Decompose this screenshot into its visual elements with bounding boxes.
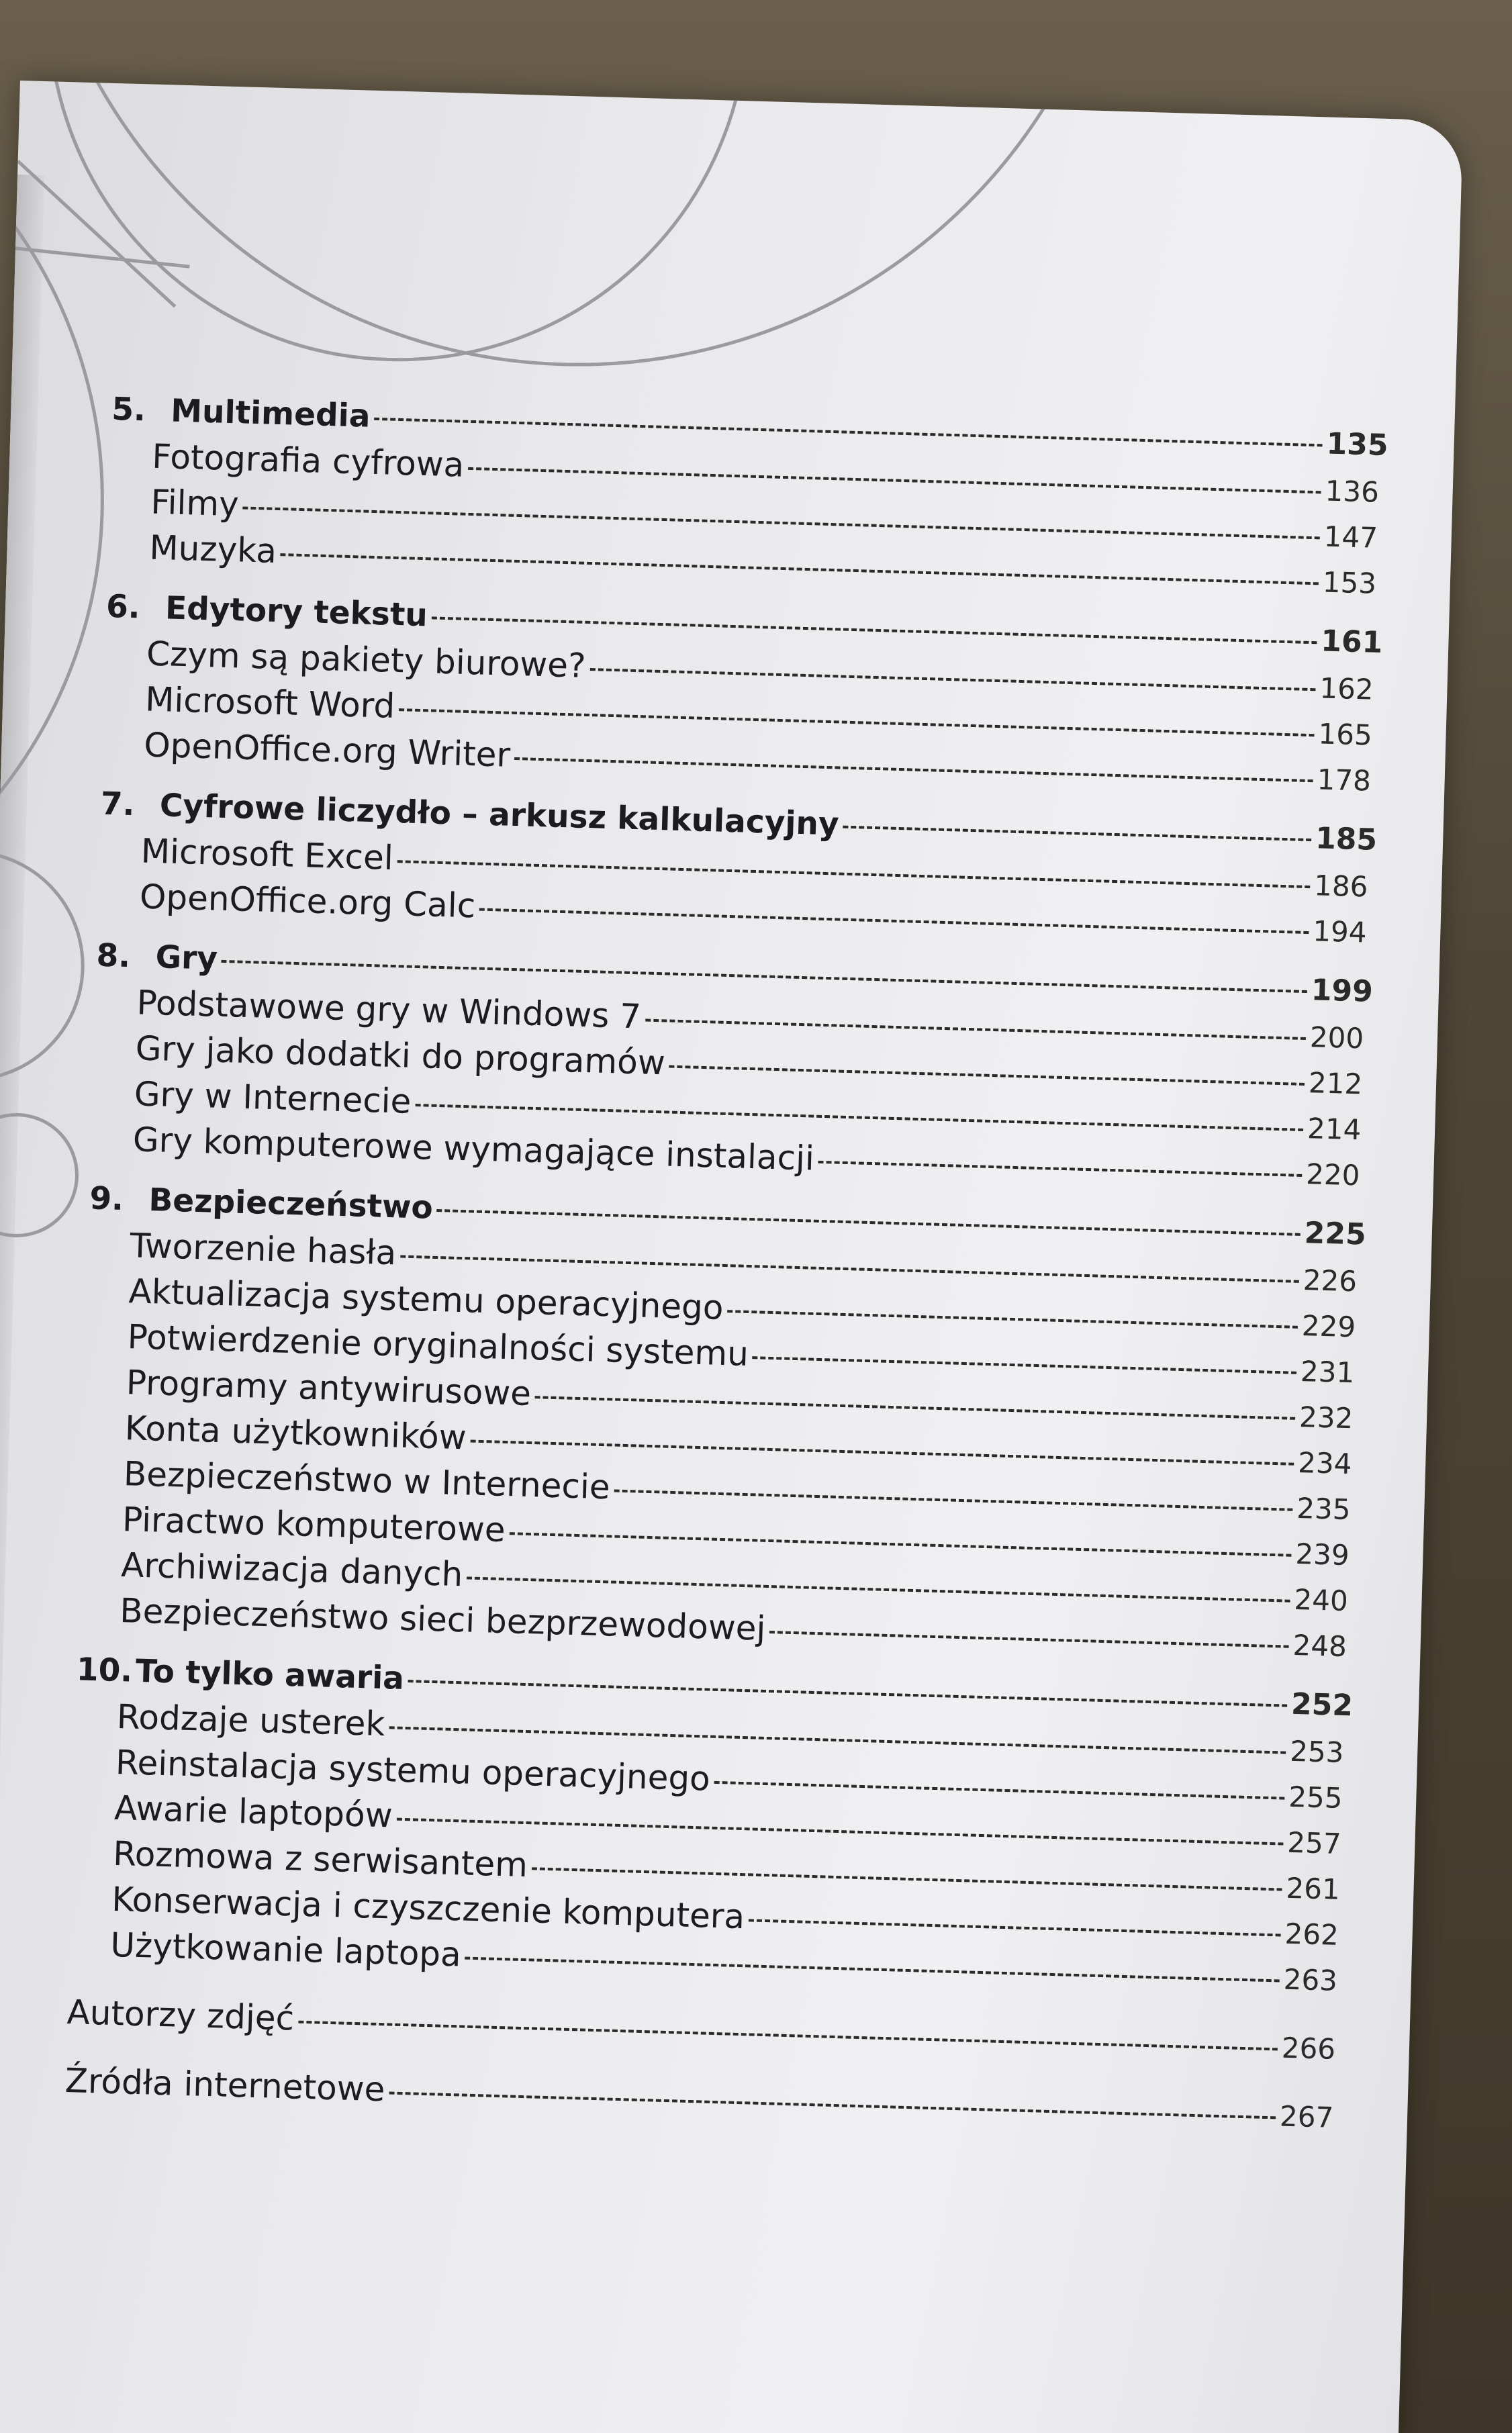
dotted-leader [400, 1255, 1299, 1282]
chapter-number: 9. [89, 1180, 124, 1218]
page-number: 248 [1292, 1628, 1348, 1664]
page-number: 267 [1279, 2099, 1334, 2134]
page-number: 263 [1283, 1962, 1338, 1997]
page-number: 161 [1320, 624, 1383, 660]
deco-circle-large [13, 81, 1144, 380]
page-number: 225 [1304, 1216, 1367, 1252]
book-page [0, 81, 1463, 2433]
page-number: 232 [1298, 1400, 1354, 1435]
chapter-number: 5. [111, 391, 146, 429]
page-number: 262 [1284, 1917, 1339, 1952]
entry-title: Źródła internetowe [64, 2061, 386, 2109]
deco-circle-small [0, 849, 86, 1083]
dotted-leader [470, 1440, 1294, 1466]
entry-title: Konserwacja i czyszczenie komputera [111, 1879, 745, 1937]
page-number: 147 [1323, 520, 1378, 555]
dotted-leader [509, 1532, 1291, 1557]
toc-extra-row [64, 2058, 1341, 2139]
chapter-title: Edytory tekstu [164, 589, 428, 634]
entry-title: Rozmowa z serwisantem [112, 1833, 528, 1885]
dotted-leader [727, 1310, 1298, 1329]
page-number: 199 [1311, 973, 1374, 1009]
page-number: 153 [1322, 565, 1377, 600]
entry-title: Fotografia cyfrowa [151, 436, 465, 485]
page-number: 185 [1315, 821, 1378, 857]
page-number: 220 [1305, 1157, 1361, 1192]
dotted-leader [281, 553, 1319, 585]
entry-title: Czym są pakiety biurowe? [146, 634, 587, 685]
entry-title: Potwierdzenie oryginalności systemu [127, 1317, 749, 1374]
dotted-leader [589, 668, 1315, 691]
page-number: 214 [1307, 1112, 1362, 1147]
dotted-leader [465, 1957, 1280, 1983]
dotted-leader [468, 467, 1321, 493]
page-number: 194 [1312, 914, 1368, 949]
dotted-leader [389, 2092, 1276, 2119]
chapter-number: 7. [100, 785, 136, 824]
dotted-leader [374, 418, 1322, 446]
entry-title: Archiwizacja danych [120, 1545, 464, 1594]
entry-title: OpenOffice.org Calc [139, 877, 476, 926]
page-number: 136 [1325, 474, 1380, 509]
chapter-title: Cyfrowe liczydło – arkusz kalkulacyjny [159, 787, 840, 843]
page-number: 253 [1289, 1734, 1345, 1770]
chapter-number: 6. [105, 587, 141, 626]
dotted-leader [532, 1867, 1282, 1891]
dotted-leader [408, 1680, 1287, 1707]
entry-title: Piractwo komputerowe [122, 1500, 506, 1550]
dotted-leader [415, 1104, 1303, 1131]
dotted-leader [749, 1919, 1281, 1936]
page-number: 252 [1290, 1686, 1354, 1723]
table-of-contents [64, 372, 1388, 2139]
chapter-title: Bezpieczeństwo [148, 1182, 434, 1227]
entry-title: Muzyka [148, 528, 277, 571]
entry-title: Aktualizacja systemu operacyjnego [128, 1272, 724, 1327]
deco-circle-left [0, 81, 115, 982]
dotted-leader [467, 1576, 1290, 1602]
page-number: 135 [1325, 426, 1389, 463]
dotted-leader [714, 1781, 1285, 1800]
entry-title: Autorzy zdjęć [66, 1993, 295, 2038]
page-number: 255 [1288, 1780, 1343, 1815]
entry-title: Microsoft Excel [140, 831, 394, 877]
entry-title: Rodzaje usterek [116, 1697, 386, 1744]
dotted-leader [645, 1019, 1306, 1040]
dotted-leader [753, 1356, 1296, 1374]
dotted-leader [437, 1209, 1301, 1236]
entry-title: Reinstalacja systemu operacyjnego [115, 1742, 711, 1799]
chapter-title: Gry [154, 939, 218, 977]
entry-title: Konta użytkowników [124, 1409, 467, 1458]
page-number: 261 [1285, 1871, 1341, 1906]
deco-line [15, 248, 189, 267]
dotted-leader [298, 2021, 1278, 2051]
dotted-leader [614, 1490, 1292, 1511]
page-number: 235 [1296, 1491, 1352, 1527]
dotted-leader [843, 826, 1311, 841]
dotted-leader [396, 1818, 1283, 1846]
page-number: 178 [1317, 763, 1372, 798]
chapter-title: To tylko awaria [135, 1652, 405, 1697]
page-number: 186 [1313, 869, 1369, 904]
entry-title: Podstawowe gry w Windows 7 [136, 983, 642, 1037]
entry-title: Gry komputerowe wymagające instalacji [132, 1120, 815, 1178]
dotted-leader [514, 757, 1313, 782]
page-number: 234 [1297, 1445, 1353, 1481]
page-number: 229 [1301, 1309, 1356, 1344]
page-number: 212 [1308, 1066, 1363, 1101]
entry-title: Użytkowanie laptopa [109, 1925, 462, 1974]
page-number: 239 [1294, 1537, 1350, 1572]
dotted-leader [818, 1161, 1303, 1177]
page-number: 266 [1281, 2031, 1336, 2066]
page-number: 165 [1317, 717, 1373, 752]
page-number: 240 [1293, 1582, 1349, 1618]
page-number: 257 [1286, 1825, 1342, 1860]
page-number: 231 [1300, 1355, 1355, 1390]
dotted-leader [535, 1396, 1295, 1420]
dotted-leader [669, 1065, 1305, 1086]
dotted-leader [389, 1726, 1286, 1754]
page-number: 162 [1319, 671, 1374, 706]
chapter-number: 8. [95, 937, 131, 975]
deco-circle-tiny [0, 1113, 79, 1237]
toc-extra-row [66, 1989, 1343, 2070]
dotted-leader [397, 860, 1311, 888]
entry-title: Programy antywirusowe [126, 1363, 532, 1413]
dotted-leader [479, 908, 1309, 935]
page-number: 200 [1309, 1020, 1364, 1055]
dotted-leader [769, 1631, 1288, 1648]
page-number: 226 [1303, 1263, 1358, 1298]
entry-title: Gry jako dodatki do programów [135, 1029, 666, 1083]
chapter-title: Multimedia [170, 392, 371, 435]
entry-title: Microsoft Word [144, 679, 395, 726]
entry-title: Bezpieczeństwo sieci bezprzewodowej [119, 1591, 767, 1648]
entry-title: Tworzenie hasła [129, 1226, 397, 1273]
chapter-number: 10. [76, 1651, 133, 1690]
entry-title: Bezpieczeństwo w Internecie [123, 1454, 611, 1507]
dotted-leader [432, 616, 1317, 644]
deco-circle-mid [40, 81, 757, 369]
entry-title: OpenOffice.org Writer [143, 725, 511, 775]
entry-title: Filmy [150, 482, 240, 524]
entry-title: Gry w Internecie [134, 1074, 412, 1121]
entry-title: Awarie laptopów [113, 1788, 393, 1835]
